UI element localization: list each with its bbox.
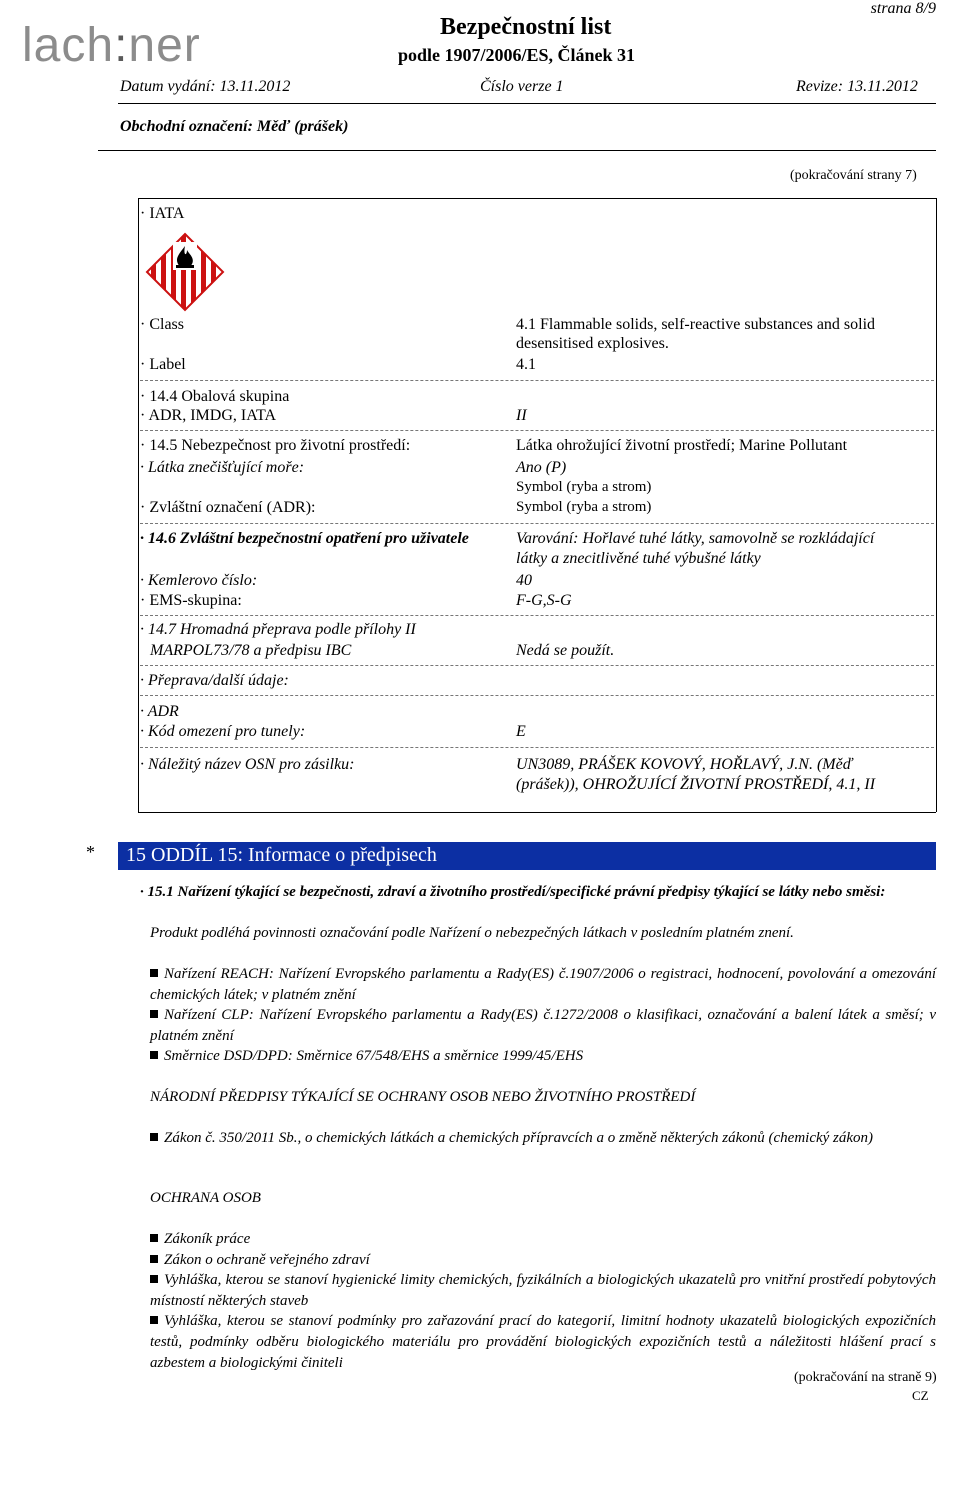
tunnel-code-value: E	[516, 723, 526, 740]
protection-item-text: Zákon o ochraně veřejného zdraví	[164, 1252, 370, 1268]
language-code: CZ	[912, 1388, 929, 1403]
bullet-square-icon	[150, 969, 158, 977]
bulk-transport-label-line1: · 14.7 Hromadná přeprava podle přílohy II	[140, 621, 416, 638]
bullet-square-icon	[150, 1234, 158, 1242]
reg-item-dsd	[150, 1046, 936, 1067]
label-label: · Label	[140, 356, 186, 373]
page-number: strana 8/9	[870, 0, 936, 17]
dotted-divider	[140, 665, 934, 666]
document-title: Bezpečnostní list	[440, 14, 612, 40]
continued-to: (pokračování na straně 9)	[794, 1370, 937, 1385]
logo-text-right: ner	[128, 19, 201, 72]
flammable-solid-hazard-icon	[145, 232, 225, 312]
reg-item-text: Nařízení REACH: Nařízení Evropského parlamentu a Rady(ES) č.1907/2006 o registraci, hodnocení, povolování a omezování chemických látek; v platném znění	[150, 966, 936, 1003]
version-number: Číslo verze 1	[480, 78, 564, 95]
class-value-line1: 4.1 Flammable solids, self-reactive substances and solid	[516, 316, 876, 333]
bullet-square-icon	[150, 1133, 158, 1141]
user-precautions-value-line1: Varování: Hořlavé tuhé látky, samovolně se rozkládající	[516, 530, 875, 547]
header-divider	[118, 103, 936, 104]
label-value: 4.1	[516, 356, 536, 373]
section-15-title: 15 ODDÍL 15: Informace o předpisech	[126, 844, 437, 866]
issue-date: Datum vydání: 13.11.2012	[120, 78, 291, 95]
protection-item-text: Vyhláška, kterou se stanoví podmínky pro zařazování prací do kategorií, limitní hodnoty ukazatelů biologických expozičních testů, podmínky odběru biologického materiálu pro provádění biologických expozičních testů a náležitosti hlášení prací s azbestem a biologickými činiteli	[150, 1313, 936, 1371]
class-value-line2: desensitised explosives.	[516, 335, 669, 352]
dotted-divider	[140, 615, 934, 616]
protection-heading: OCHRANA OSOB	[150, 1190, 261, 1206]
kemler-number-value: 40	[516, 572, 532, 589]
packing-group-heading: · 14.4 Obalová skupina	[140, 388, 290, 405]
bullet-square-icon	[150, 1255, 158, 1263]
bullet-square-icon	[150, 1275, 158, 1283]
trade-name: Obchodní označení: Měď (prášek)	[120, 118, 349, 135]
revision-date: Revize: 13.11.2012	[796, 78, 918, 95]
dotted-divider	[140, 380, 934, 381]
user-precautions-value-line2: látky a znecitlivěné tuhé výbušné látky	[516, 550, 761, 567]
packing-group-value: II	[516, 407, 527, 424]
logo-colon: :	[114, 19, 129, 72]
continued-from: (pokračování strany 7)	[790, 168, 917, 183]
box-top	[138, 198, 936, 199]
marine-pollutant-value: Ano (P)	[516, 459, 567, 476]
box-right	[936, 198, 937, 812]
special-marking-label: · Zvláštní označení (ADR):	[140, 499, 316, 516]
section-15-header	[118, 842, 936, 870]
protection-item	[150, 1311, 936, 1374]
dotted-divider	[140, 747, 934, 748]
bulk-transport-label-line2: MARPOL73/78 a předpisu IBC	[150, 642, 352, 659]
document-subtitle: podle 1907/2006/ES, Článek 31	[398, 45, 636, 65]
reg-item-text: Směrnice DSD/DPD: Směrnice 67/548/EHS a směrnice 1999/45/EHS	[164, 1048, 584, 1064]
change-marker: *	[86, 842, 95, 862]
regulations-subheading: · 15.1 Nařízení týkající se bezpečnosti, zdraví a životního prostředí/specifické právní předpisy týkající se látky nebo směsi:	[140, 884, 886, 900]
regulations-intro: Produkt podléhá povinnosti označování podle Nařízení o nebezpečných látkach v posledním platném znení.	[150, 925, 794, 941]
dotted-divider	[140, 430, 934, 431]
class-label: · Class	[140, 316, 184, 333]
bullet-square-icon	[150, 1316, 158, 1324]
un-shipping-name-label: · Náležitý název OSN pro zásilku:	[140, 756, 355, 773]
ems-group-label: · EMS-skupina:	[140, 592, 242, 609]
marine-pollutant-label: · Látka znečišťující moře:	[140, 459, 305, 476]
ems-group-value: F-G,S-G	[516, 592, 572, 609]
marine-pollutant-symbol: Symbol (ryba a strom)	[516, 479, 652, 495]
protection-item	[150, 1270, 936, 1312]
iata-heading: · IATA	[140, 205, 185, 222]
bulk-transport-value: Nedá se použít.	[516, 642, 615, 659]
adr-heading: · ADR	[140, 703, 179, 720]
national-item-text: Zákon č. 350/2011 Sb., o chemických látkách a chemických přípravcích a o změně některých zákonů (chemický zákon)	[164, 1130, 874, 1146]
env-hazard-value: Látka ohrožující životní prostředí; Marine Pollutant	[516, 437, 848, 454]
bullet-square-icon	[150, 1051, 158, 1059]
dotted-divider	[140, 695, 934, 696]
dotted-divider	[140, 523, 934, 524]
user-precautions-label: · 14.6 Zvláštní bezpečnostní opatření pro uživatele	[140, 530, 469, 547]
box-bottom	[138, 812, 936, 813]
packing-group-label: · ADR, IMDG, IATA	[140, 407, 277, 424]
box-left	[138, 198, 139, 812]
kemler-number-label: · Kemlerovo číslo:	[140, 572, 258, 589]
reg-item-text: Nařízení CLP: Nařízení Evropského parlamentu a Rady(ES) č.1272/2008 o klasifikaci, označování a balení látek a směsí; v platném znění	[150, 1007, 936, 1044]
bullet-square-icon	[150, 1010, 158, 1018]
national-regulations-heading: NÁRODNÍ PŘEDPISY TÝKAJÍCÍ SE OCHRANY OSOB NEBO ŽIVOTNÍHO PROSTŘEDÍ	[150, 1089, 696, 1105]
protection-item	[150, 1250, 936, 1271]
env-hazard-label: · 14.5 Nebezpečnost pro životní prostředí:	[140, 437, 411, 454]
trade-name-divider	[98, 150, 936, 151]
logo-text-left: lach	[22, 19, 115, 72]
reg-item-reach	[150, 964, 936, 1006]
un-shipping-name-line1: UN3089, PRÁŠEK KOVOVÝ, HOŘLAVÝ, J.N. (Měď	[516, 756, 853, 773]
protection-item-text: Zákoník práce	[164, 1231, 251, 1247]
special-marking-value: Symbol (ryba a strom)	[516, 499, 652, 515]
tunnel-code-label: · Kód omezení pro tunely:	[140, 723, 306, 740]
transport-other-label: · Přeprava/další údaje:	[140, 672, 289, 689]
company-logo	[22, 18, 201, 73]
national-regulation-item	[150, 1128, 936, 1149]
reg-item-clp	[150, 1005, 936, 1047]
un-shipping-name-line2: (prášek)), OHROŽUJÍCÍ ŽIVOTNÍ PROSTŘEDÍ, 4.1, II	[516, 776, 876, 793]
protection-item-text: Vyhláška, kterou se stanoví hygienické limity chemických, fyzikálních a biologických ukazatelů pro vnitřní prostředí pobytových místností některých staveb	[150, 1272, 936, 1309]
protection-item	[150, 1229, 936, 1250]
